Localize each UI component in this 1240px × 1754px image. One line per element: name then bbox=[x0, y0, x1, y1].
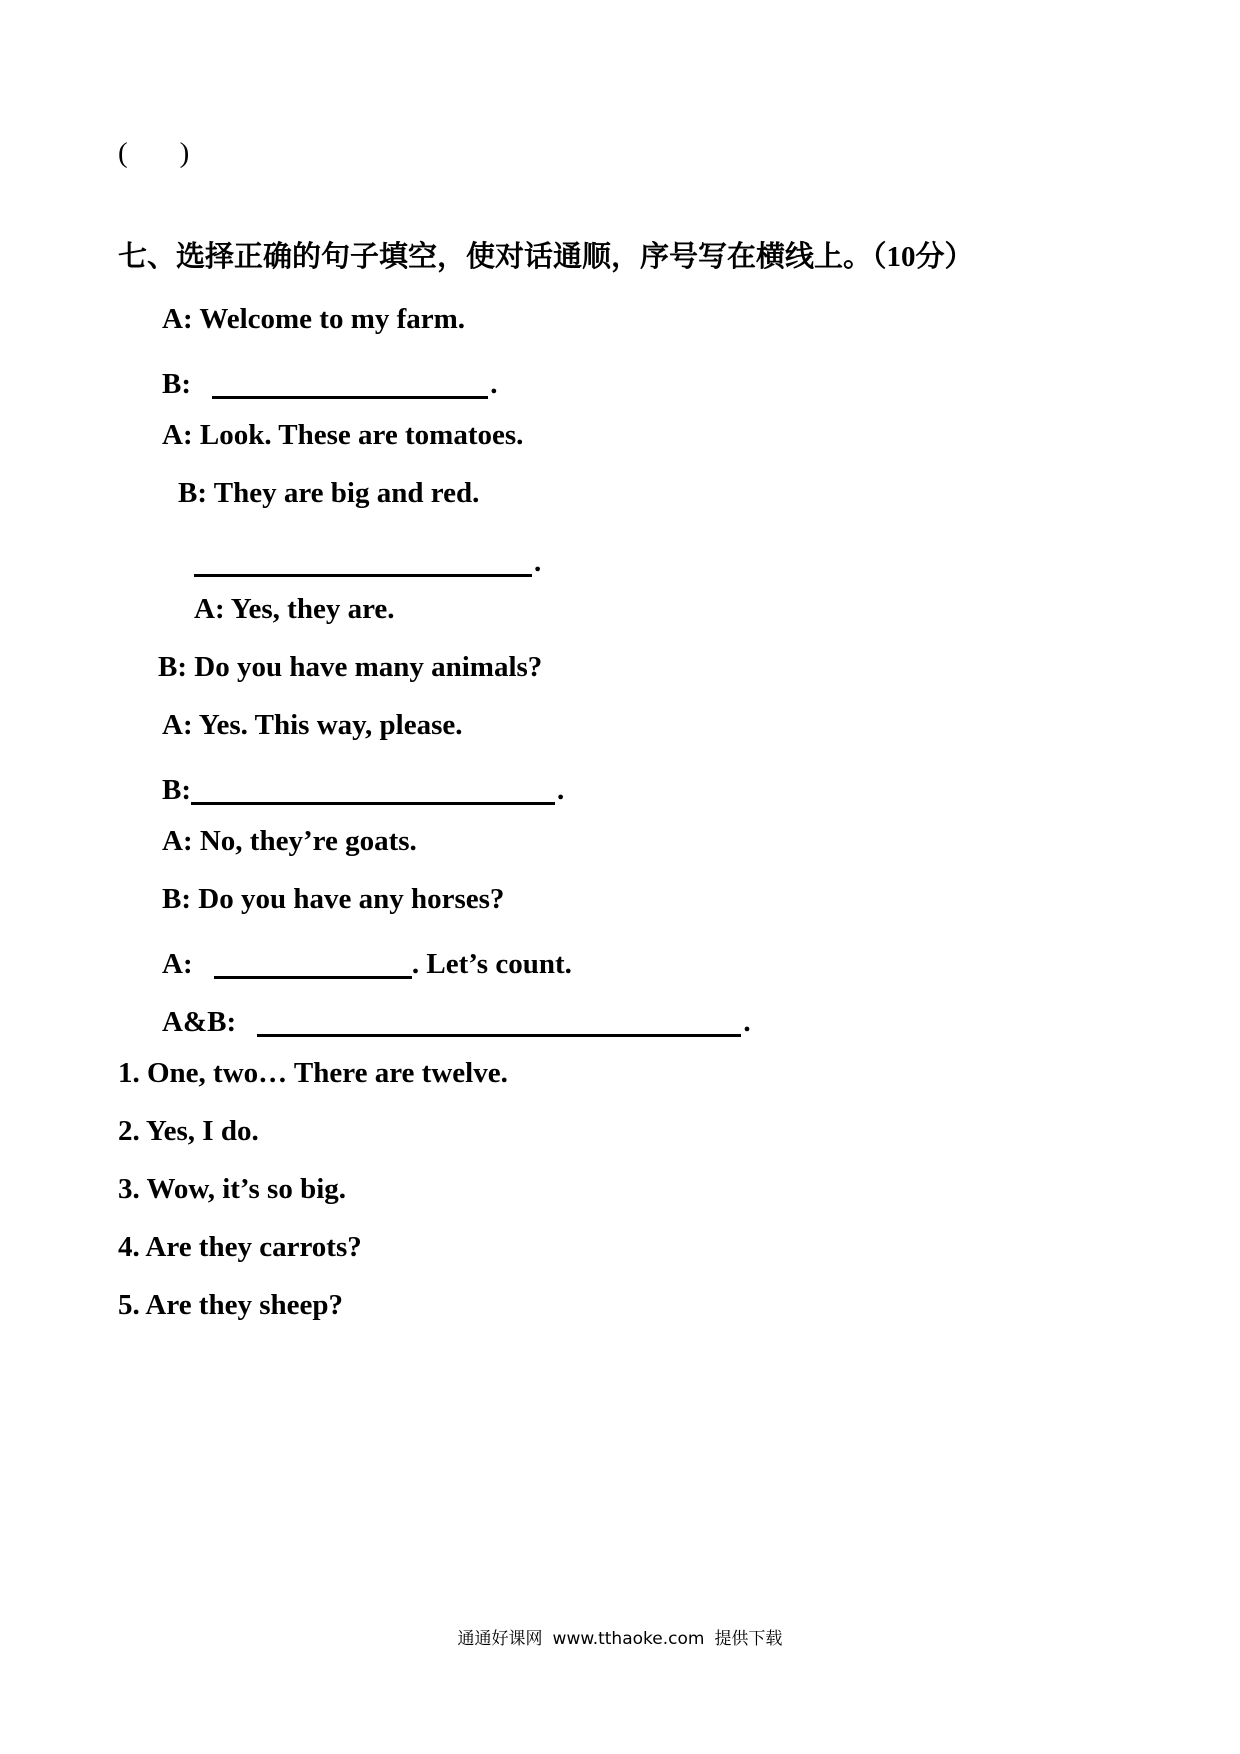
footer-site-name: 通通好课网 bbox=[457, 1629, 543, 1649]
option-item: 5. Are they sheep? bbox=[118, 1289, 344, 1321]
dialogue-fill-line bbox=[162, 998, 751, 1039]
dialogue-line: B: Do you have many animals? bbox=[158, 651, 543, 683]
dialogue-line: B: Do you have any horses? bbox=[162, 883, 505, 915]
answer-blank[interactable] bbox=[194, 544, 532, 577]
close-paren: ) bbox=[179, 137, 190, 169]
line-ending: . bbox=[534, 546, 542, 578]
answer-parentheses bbox=[118, 136, 189, 170]
option-item: 2. Yes, I do. bbox=[118, 1115, 259, 1147]
footer-url[interactable]: www.tthaoke.com bbox=[552, 1629, 705, 1649]
option-item: 4. Are they carrots? bbox=[118, 1231, 362, 1263]
dialogue-fill-line bbox=[194, 538, 541, 579]
speaker-label: A: bbox=[162, 948, 200, 980]
dialogue-fill-line bbox=[162, 940, 572, 981]
line-ending: . bbox=[743, 1006, 751, 1038]
option-item: 1. One, two… There are twelve. bbox=[118, 1057, 508, 1089]
dialogue-line: B: They are big and red. bbox=[178, 477, 480, 509]
dialogue-line: A: Welcome to my farm. bbox=[162, 303, 466, 335]
answer-blank[interactable] bbox=[191, 772, 555, 805]
footer-note: 提供下载 bbox=[714, 1629, 783, 1649]
speaker-label: B: bbox=[162, 774, 191, 806]
option-item: 3. Wow, it’s so big. bbox=[118, 1173, 347, 1205]
dialogue-line: A: Yes. This way, please. bbox=[162, 709, 463, 741]
dialogue-line: A: No, they’re goats. bbox=[162, 825, 417, 857]
section-heading: 七、选择正确的句子填空，使对话通顺，序号写在横线上。（10分） bbox=[118, 241, 974, 273]
dialogue-fill-line bbox=[162, 766, 564, 807]
dialogue-line: A: Look. These are tomatoes. bbox=[162, 419, 524, 451]
open-paren: ( bbox=[118, 137, 128, 169]
line-ending: . bbox=[557, 774, 565, 806]
dialogue-line: A: Yes, they are. bbox=[194, 593, 395, 625]
line-ending: . Let’s count. bbox=[411, 948, 572, 980]
page-footer bbox=[0, 1624, 1240, 1649]
answer-blank[interactable] bbox=[257, 1004, 741, 1037]
answer-blank[interactable] bbox=[212, 366, 488, 399]
line-ending: . bbox=[490, 368, 498, 400]
dialogue-fill-line bbox=[162, 360, 498, 401]
speaker-label: B: bbox=[162, 368, 199, 400]
speaker-label: A&B: bbox=[162, 1006, 244, 1038]
answer-blank[interactable] bbox=[214, 946, 412, 979]
